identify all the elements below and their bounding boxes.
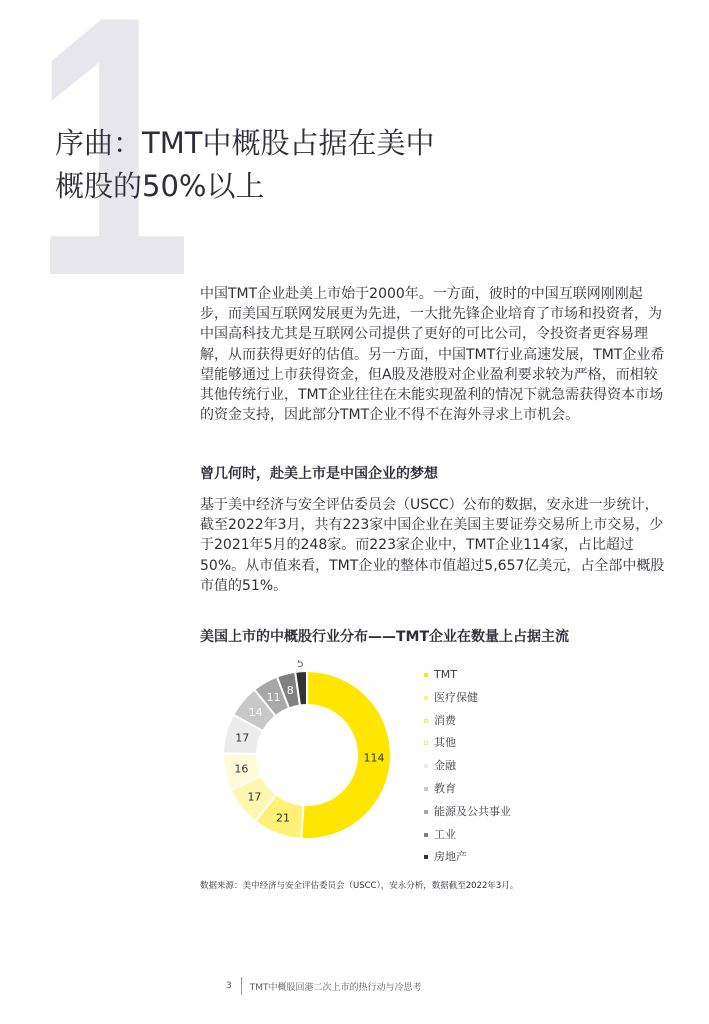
chart-legend: [424, 668, 511, 873]
legend-swatch-2: [424, 719, 428, 723]
legend-swatch-6: [424, 810, 428, 814]
legend-swatch-1: [424, 696, 428, 700]
legend-item-1: [424, 691, 511, 714]
chart-title: 美国上市的中概股行业分布——TMT企业在数量上占据主流: [200, 629, 570, 645]
footer-doc-title: TMT中概股回港二次上市的热行动与冷思考: [249, 982, 422, 993]
donut-slice-label-3: 16: [234, 762, 249, 776]
legend-item-4: [424, 759, 511, 782]
legend-label-0: TMT: [434, 668, 457, 681]
donut-slice-label-0: 114: [363, 751, 385, 765]
legend-label-2: 消费: [434, 713, 456, 727]
source-note: 数据来源：美中经济与安全评估委员会（USCC），安永分析，数据截至2022年3月。: [200, 881, 519, 891]
legend-swatch-5: [424, 787, 428, 791]
section-heading: 曾几何时，赴美上市是中国企业的梦想: [200, 466, 438, 482]
legend-item-6: [424, 805, 511, 828]
legend-swatch-4: [424, 764, 428, 768]
legend-item-5: [424, 782, 511, 805]
page-footer: [226, 977, 422, 995]
page-title: [55, 122, 434, 208]
legend-item-7: [424, 828, 511, 851]
section-number: 1: [32, 2, 192, 292]
body-paragraph: 基于美中经济与安全评估委员会（USCC）公布的数据，安永进一步统计，截至2022年3月，共有223家中国企业在美国主要证券交易所上市交易，少于2021年5月的248家。而223家企业中，TMT企业114家，占比超过50%。从市值来看，TMT企业的整体市值超过5,657亿美元，占全部中概股市值的51%。: [200, 497, 665, 594]
donut-slice-label-6: 11: [266, 690, 281, 704]
legend-swatch-7: [424, 833, 428, 837]
legend-label-5: 教育: [434, 781, 456, 795]
donut-slice-label-8: 5: [297, 660, 305, 671]
legend-item-0: [424, 668, 511, 691]
legend-label-4: 金融: [434, 759, 456, 773]
title-line-1: 序曲：TMT中概股占据在美中: [55, 126, 435, 160]
donut-slice-label-5: 14: [248, 705, 263, 719]
donut-slice-label-7: 8: [286, 684, 294, 698]
legend-label-7: 工业: [434, 827, 456, 841]
donut-slice-label-2: 17: [247, 790, 262, 804]
legend-item-2: [424, 714, 511, 737]
intro-paragraph: 中国TMT企业赴美上市始于2000年。一方面，彼时的中国互联网刚刚起步，而美国互联网发展更为先进，一大批先锋企业培育了市场和投资者，为中国高科技尤其是互联网公司提供了更好的可比公司，令投资者更容易理解，从而获得更好的估值。另一方面，中国TMT行业高速发展，TMT企业希望能够通过上市获得资金，但A股及港股对企业盈利要求较为严格，而相较其他传统行业，TMT企业往往在未能实现盈利的情况下就急需获得资本市场的资金支持，因此部分TMT企业不得不在海外寻求上市机会。: [200, 286, 665, 424]
legend-label-8: 房地产: [434, 850, 467, 864]
legend-label-3: 其他: [434, 736, 456, 750]
donut-slice-label-4: 17: [235, 731, 250, 745]
legend-item-3: [424, 736, 511, 759]
page-number: 3: [226, 981, 232, 991]
industry-donut-chart: [220, 660, 400, 850]
footer-divider: [241, 977, 242, 995]
legend-swatch-0: [424, 673, 428, 677]
legend-item-8: [424, 850, 511, 873]
legend-swatch-8: [424, 855, 428, 859]
legend-label-1: 医疗保健: [434, 690, 478, 704]
title-line-2: 概股的50%以上: [55, 169, 265, 203]
legend-swatch-3: [424, 741, 428, 745]
legend-label-6: 能源及公共事业: [434, 804, 511, 818]
donut-slice-label-1: 21: [276, 811, 291, 825]
